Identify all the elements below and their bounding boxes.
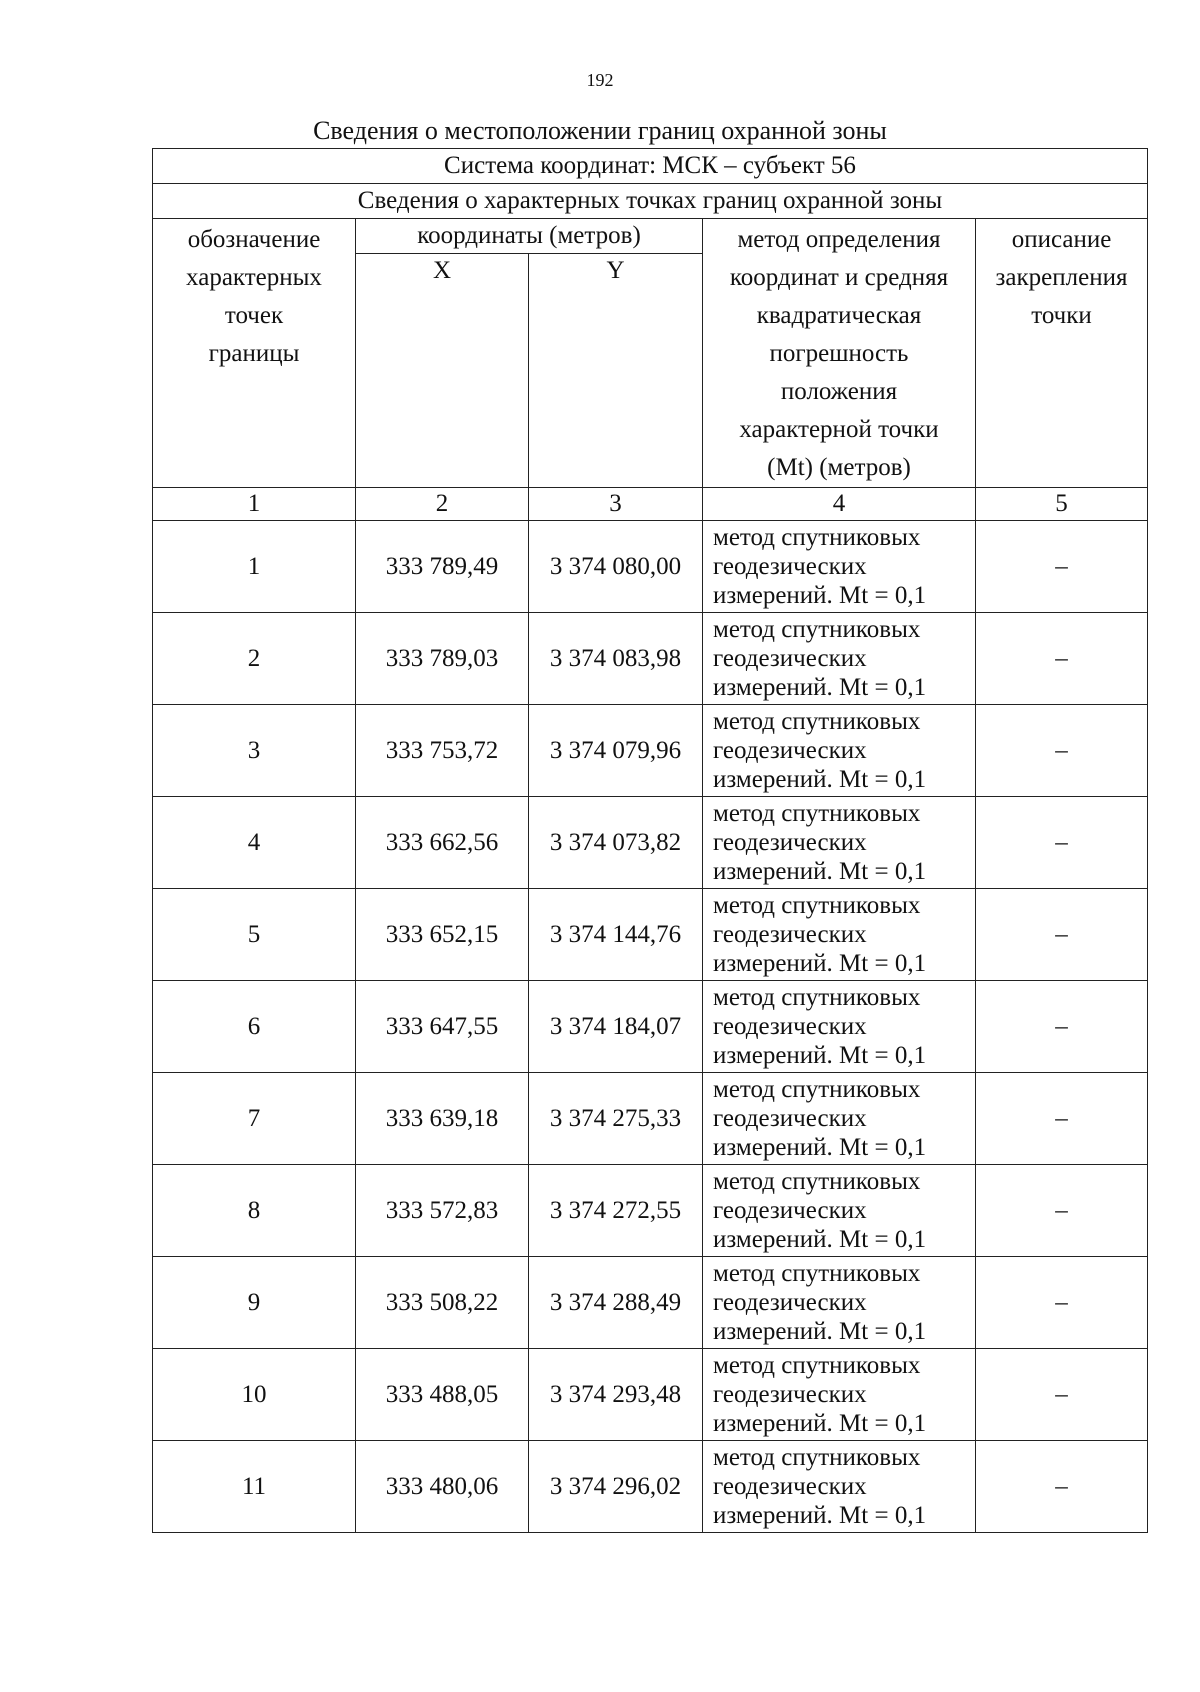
- method-line: метод спутниковых: [713, 1352, 921, 1379]
- coordinates-table: [152, 148, 1148, 1533]
- table-row: [153, 705, 1148, 797]
- method-line: метод спутниковых: [713, 800, 921, 827]
- header-description: [976, 219, 1148, 488]
- method-line: измерений. Mt = 0,1: [713, 1134, 927, 1161]
- y-coordinate-cell: 3 374 293,48: [529, 1349, 703, 1441]
- table-row: [153, 889, 1148, 981]
- description-cell: –: [976, 1165, 1148, 1257]
- x-coordinate-cell: 333 647,55: [356, 981, 529, 1073]
- x-coordinate-cell: 333 789,49: [356, 521, 529, 613]
- y-coordinate-cell: 3 374 083,98: [529, 613, 703, 705]
- header-line: координат и средняя: [729, 264, 949, 291]
- point-number-cell: 5: [153, 889, 356, 981]
- y-coordinate-cell: 3 374 288,49: [529, 1257, 703, 1349]
- y-coordinate-cell: 3 374 144,76: [529, 889, 703, 981]
- method-line: геодезических: [713, 1473, 867, 1500]
- method-line: измерений. Mt = 0,1: [713, 1042, 927, 1069]
- y-coordinate-cell: 3 374 296,02: [529, 1441, 703, 1533]
- table-row: [153, 1349, 1148, 1441]
- description-cell: –: [976, 1349, 1148, 1441]
- description-cell: –: [976, 613, 1148, 705]
- method-line: метод спутниковых: [713, 984, 921, 1011]
- method-line: измерений. Mt = 0,1: [713, 1226, 927, 1253]
- point-number-cell: 1: [153, 521, 356, 613]
- method-line: измерений. Mt = 0,1: [713, 858, 927, 885]
- point-number-cell: 3: [153, 705, 356, 797]
- header-x: X: [356, 254, 529, 488]
- point-number-cell: 10: [153, 1349, 356, 1441]
- point-number-cell: 11: [153, 1441, 356, 1533]
- description-cell: –: [976, 1441, 1148, 1533]
- point-number-cell: 9: [153, 1257, 356, 1349]
- x-coordinate-cell: 333 753,72: [356, 705, 529, 797]
- method-line: метод спутниковых: [713, 1444, 921, 1471]
- method-cell: [703, 1165, 976, 1257]
- method-cell: [703, 613, 976, 705]
- point-number-cell: 4: [153, 797, 356, 889]
- x-coordinate-cell: 333 488,05: [356, 1349, 529, 1441]
- table-row: [153, 1073, 1148, 1165]
- header-y: Y: [529, 254, 703, 488]
- column-number: 1: [153, 488, 356, 521]
- method-line: метод спутниковых: [713, 616, 921, 643]
- method-line: геодезических: [713, 645, 867, 672]
- method-line: метод спутниковых: [713, 1260, 921, 1287]
- x-coordinate-cell: 333 639,18: [356, 1073, 529, 1165]
- method-line: геодезических: [713, 921, 867, 948]
- method-line: метод спутниковых: [713, 892, 921, 919]
- header-line: границы: [208, 340, 300, 367]
- table-row: [153, 1257, 1148, 1349]
- method-cell: [703, 797, 976, 889]
- method-line: геодезических: [713, 1105, 867, 1132]
- table-row: [153, 1165, 1148, 1257]
- section-heading: Сведения о характерных точках границ охранной зоны: [153, 184, 1148, 219]
- method-line: метод спутниковых: [713, 524, 921, 551]
- header-line: обозначение: [187, 226, 321, 253]
- description-cell: –: [976, 889, 1148, 981]
- header-method: [703, 219, 976, 488]
- document-title: Сведения о местоположении границ охранной зоны: [313, 116, 887, 145]
- method-line: измерений. Mt = 0,1: [713, 582, 927, 609]
- header-line: описание: [1011, 226, 1112, 253]
- method-cell: [703, 889, 976, 981]
- x-coordinate-cell: 333 572,83: [356, 1165, 529, 1257]
- header-line: положения: [780, 378, 898, 405]
- description-cell: –: [976, 981, 1148, 1073]
- table-row: [153, 613, 1148, 705]
- method-line: измерений. Mt = 0,1: [713, 950, 927, 977]
- table-row: [153, 1441, 1148, 1533]
- method-cell: [703, 705, 976, 797]
- y-coordinate-cell: 3 374 080,00: [529, 521, 703, 613]
- y-coordinate-cell: 3 374 184,07: [529, 981, 703, 1073]
- description-cell: –: [976, 521, 1148, 613]
- method-line: геодезических: [713, 1197, 867, 1224]
- header-coordinates: координаты (метров): [356, 219, 703, 254]
- x-coordinate-cell: 333 789,03: [356, 613, 529, 705]
- header-line: квадратическая: [756, 302, 922, 329]
- header-line: закрепления: [995, 264, 1128, 291]
- method-line: геодезических: [713, 553, 867, 580]
- column-header-row: [153, 219, 1148, 254]
- section-heading-row: [153, 184, 1148, 219]
- method-line: геодезических: [713, 1381, 867, 1408]
- method-line: геодезических: [713, 1013, 867, 1040]
- method-line: геодезических: [713, 829, 867, 856]
- table-row: [153, 981, 1148, 1073]
- method-line: метод спутниковых: [713, 1168, 921, 1195]
- method-cell: [703, 1441, 976, 1533]
- point-number-cell: 8: [153, 1165, 356, 1257]
- column-number: 5: [976, 488, 1148, 521]
- header-point-designation: [153, 219, 356, 488]
- description-cell: –: [976, 797, 1148, 889]
- column-number: 4: [703, 488, 976, 521]
- method-line: геодезических: [713, 1289, 867, 1316]
- coordinate-system: Система координат: МСК – субъект 56: [153, 149, 1148, 184]
- x-coordinate-cell: 333 662,56: [356, 797, 529, 889]
- header-line: точек: [224, 302, 284, 329]
- column-number: 3: [529, 488, 703, 521]
- description-cell: –: [976, 1073, 1148, 1165]
- table-row: [153, 797, 1148, 889]
- table-row: [153, 521, 1148, 613]
- coordinate-system-row: [153, 149, 1148, 184]
- y-coordinate-cell: 3 374 073,82: [529, 797, 703, 889]
- method-cell: [703, 1349, 976, 1441]
- method-line: измерений. Mt = 0,1: [713, 1410, 927, 1437]
- method-line: метод спутниковых: [713, 708, 921, 735]
- x-coordinate-cell: 333 480,06: [356, 1441, 529, 1533]
- x-coordinate-cell: 333 508,22: [356, 1257, 529, 1349]
- point-number-cell: 7: [153, 1073, 356, 1165]
- y-coordinate-cell: 3 374 079,96: [529, 705, 703, 797]
- method-cell: [703, 1257, 976, 1349]
- header-line: метод определения: [737, 226, 941, 253]
- column-number: 2: [356, 488, 529, 521]
- point-number-cell: 2: [153, 613, 356, 705]
- header-line: (Mt) (метров): [767, 454, 911, 481]
- method-line: измерений. Mt = 0,1: [713, 674, 927, 701]
- method-line: измерений. Mt = 0,1: [713, 1318, 927, 1345]
- method-line: геодезических: [713, 737, 867, 764]
- description-cell: –: [976, 1257, 1148, 1349]
- method-line: метод спутниковых: [713, 1076, 921, 1103]
- method-cell: [703, 521, 976, 613]
- description-cell: –: [976, 705, 1148, 797]
- method-line: измерений. Mt = 0,1: [713, 766, 927, 793]
- x-coordinate-cell: 333 652,15: [356, 889, 529, 981]
- y-coordinate-cell: 3 374 272,55: [529, 1165, 703, 1257]
- method-line: измерений. Mt = 0,1: [713, 1502, 927, 1529]
- point-number-cell: 6: [153, 981, 356, 1073]
- method-cell: [703, 1073, 976, 1165]
- page-number: 192: [586, 70, 614, 90]
- column-number-row: [153, 488, 1148, 521]
- header-line: характерной точки: [739, 416, 939, 443]
- header-line: точки: [1031, 302, 1092, 329]
- y-coordinate-cell: 3 374 275,33: [529, 1073, 703, 1165]
- header-line: погрешность: [769, 340, 909, 367]
- method-cell: [703, 981, 976, 1073]
- header-line: характерных: [186, 264, 322, 291]
